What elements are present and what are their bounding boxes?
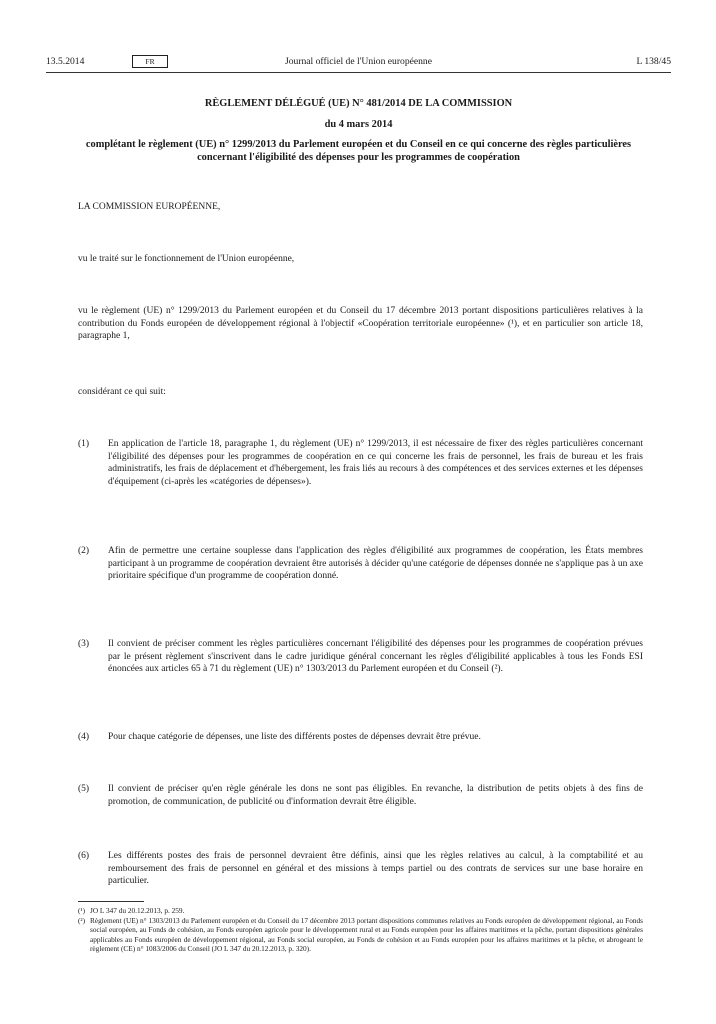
recital-number: (2)	[78, 546, 90, 556]
recital-text: Les différents postes des frais de personnel devraient être définis, ainsi que les règles relatives au calcul, à la comptabilité et au remboursement des frais de personnel en général et des missions à temps partiel ou des contrats de services sur une base horaire en particulier.	[108, 851, 643, 887]
institution-line: LA COMMISSION EUROPÉENNE,	[78, 202, 221, 212]
footnote-text: JO L 347 du 20.12.2013, p. 259.	[90, 906, 185, 915]
recital-text: Il convient de préciser comment les règles particulières concernant l'éligibilité des dépenses pour les programmes de coopération prévues par le présent règlement s'inscrivent dans le cadre juridique général concernant les règles d'éligibilité applicables à tous les Fonds ESI énoncées aux articles 65 à 71 du règlement (UE) n° 1303/2013 du Parlement européen et du Conseil (²).	[108, 639, 643, 675]
recital-text: Pour chaque catégorie de dépenses, une liste des différents postes de dépenses devrait être prévue.	[108, 732, 481, 742]
recital-number: (3)	[78, 639, 90, 649]
page-reference: L 138/45	[636, 56, 671, 67]
footnote-text: Règlement (UE) n° 1303/2013 du Parlement européen et du Conseil du 17 décembre 2013 portant dispositions communes relatives au Fonds européen de développement régional, au Fonds social européen, au Fonds de cohésion, au Fonds européen agricole pour le développement rural et au Fonds européen pour les affaires maritimes et la pêche, portant dispositions générales applicables au Fonds européen de développement régional, au Fonds social européen, au Fonds de cohésion et au Fonds européen pour les affaires maritimes et la pêche, et abrogeant le règlement (CE) n° 1083/2006 du Conseil (JO L 347 du 20.12.2013, p. 320).	[90, 916, 643, 953]
page-header	[46, 56, 671, 72]
footnote-number: (²)	[78, 916, 86, 925]
language-badge: FR	[132, 55, 168, 68]
header-divider	[46, 72, 671, 73]
regulation-subject: complétant le règlement (UE) n° 1299/2013 du Parlement européen et du Conseil en ce qui concerne des règles particulières concernant l'éligibilité des dépenses pour les programmes de coopération	[85, 139, 632, 163]
citation-regulation: vu le règlement (UE) n° 1299/2013 du Parlement européen et du Conseil du 17 décembre 2013 portant dispositions particulières relatives à la contribution du Fonds européen de développement régional à l'objectif «Coopération territoriale européenne» (¹), et en particulier son article 18, paragraphe 1,	[78, 306, 643, 342]
regulation-title: RÈGLEMENT DÉLÉGUÉ (UE) N° 481/2014 DE LA COMMISSION	[204, 98, 513, 109]
considering-line: considérant ce qui suit:	[78, 387, 166, 397]
journal-title: Journal officiel de l'Union européenne	[284, 56, 432, 67]
recital-number: (5)	[78, 784, 90, 794]
recital-text: Afin de permettre une certaine souplesse dans l'application des règles d'éligibilité aux programmes de coopération, les États membres participant à un programme de coopération devraient être autorisés à décider qu'une catégorie de dépenses donnée ne s'applique pas à un axe prioritaire spécifique d'un programme de coopération donné.	[108, 546, 643, 582]
recital-number: (6)	[78, 851, 90, 861]
citation-treaty: vu le traité sur le fonctionnement de l'Union européenne,	[78, 254, 295, 264]
publication-date: 13.5.2014	[46, 56, 85, 67]
recital-text: Il convient de préciser qu'en règle générale les dons ne sont pas éligibles. En revanche, la distribution de petits objets à des fins de promotion, de communication, de publicité ou d'information devrait être éligible.	[108, 784, 643, 807]
footnote-number: (¹)	[78, 906, 86, 915]
footnote-divider	[78, 901, 144, 902]
recital-number: (4)	[78, 732, 90, 742]
regulation-date: du 4 mars 2014	[324, 119, 393, 130]
recital-number: (1)	[78, 439, 90, 449]
recital-text: En application de l'article 18, paragraphe 1, du règlement (UE) n° 1299/2013, il est nécessaire de fixer des règles particulières concernant l'éligibilité des dépenses pour les programmes de coopération en ce qui concerne les frais de personnel, les frais de bureau et les frais administratifs, les frais de déplacement et d'hébergement, les frais liés au recours à des compétences et des services externes et les dépenses d'équipement (ci-après les «catégories de dépenses»).	[108, 439, 643, 487]
